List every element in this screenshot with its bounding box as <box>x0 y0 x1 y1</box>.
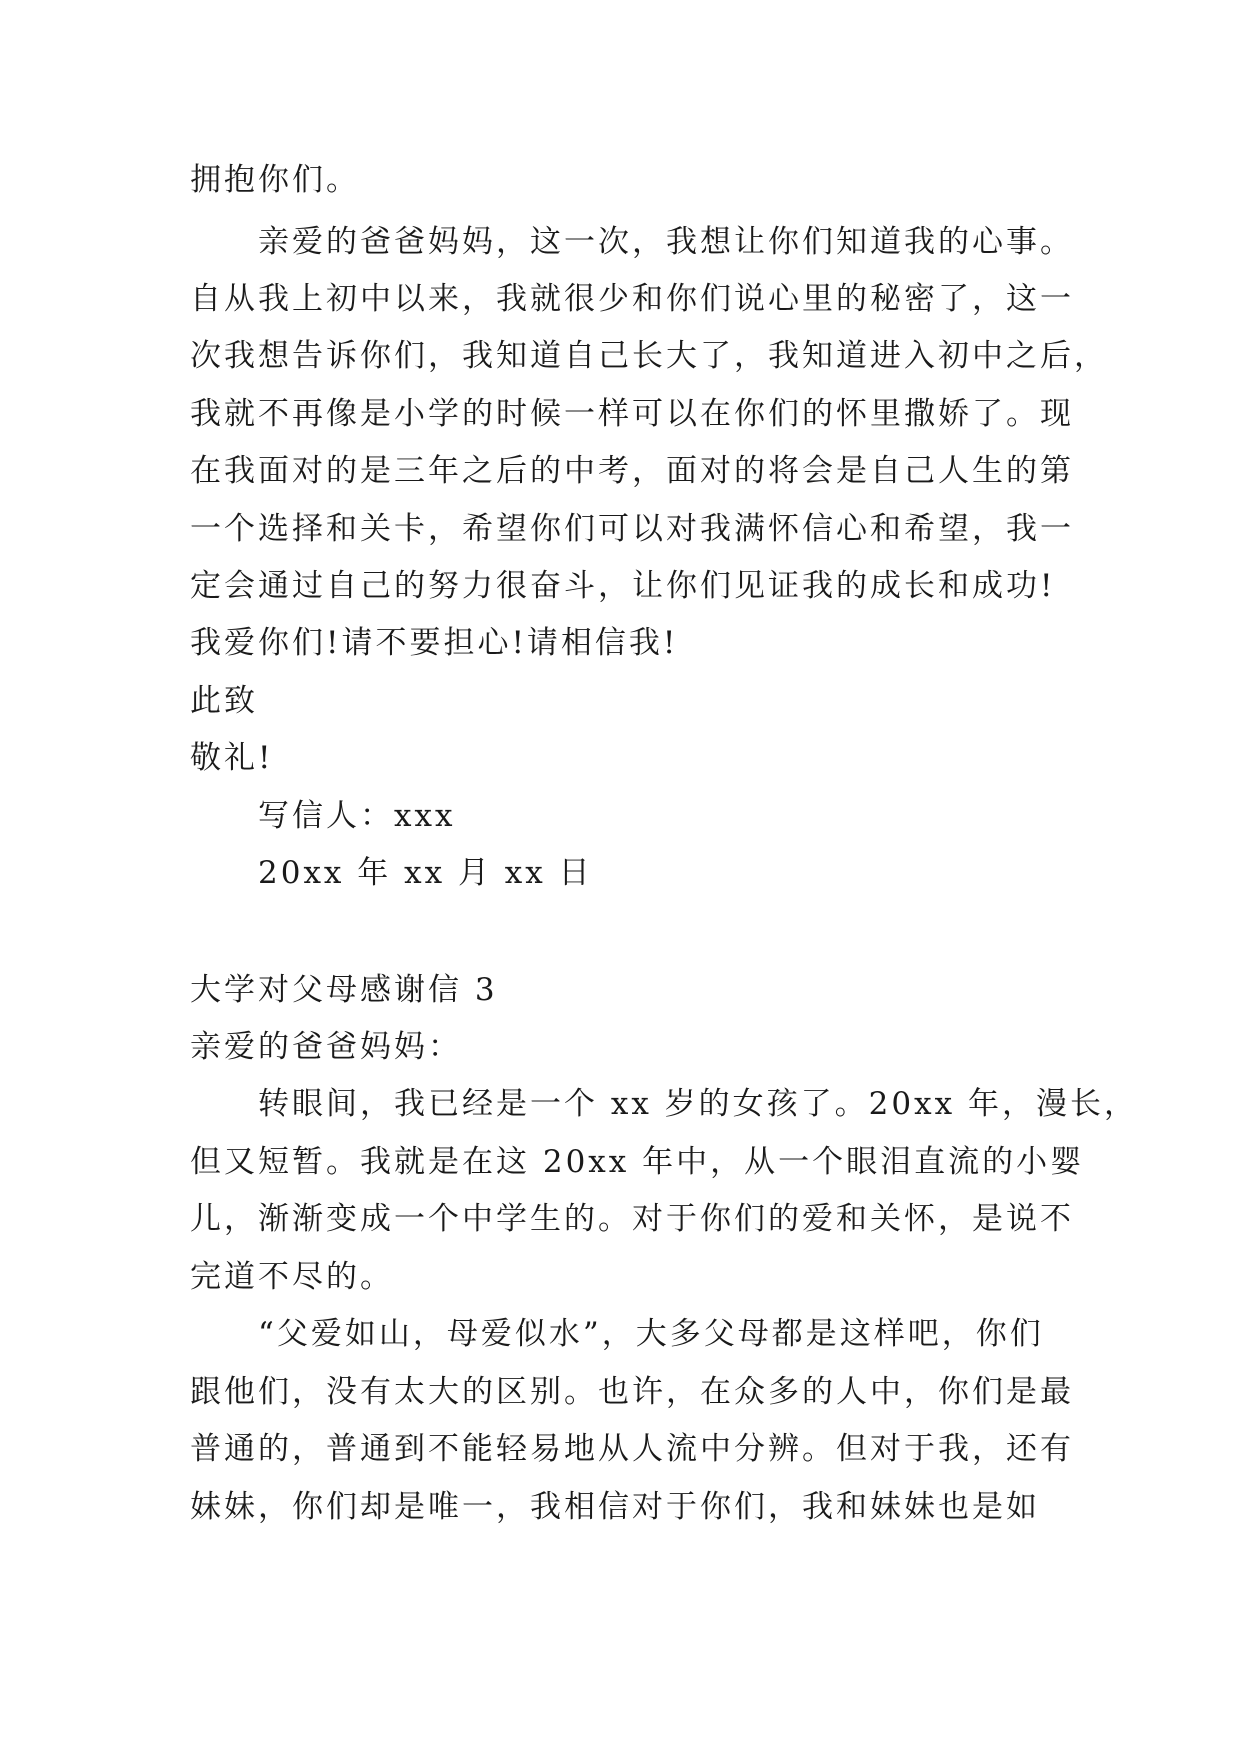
paragraph-line: 自从我上初中以来，我就很少和你们说心里的秘密了，这一 <box>190 281 1074 317</box>
signature-line: 写信人：xxx <box>258 798 456 834</box>
paragraph-line: 跟他们，没有太大的区别。也许，在众多的人中，你们是最 <box>190 1374 1074 1410</box>
paragraph-line: 定会通过自己的努力很奋斗，让你们见证我的成长和成功! <box>190 568 1056 604</box>
paragraph-line: 转眼间，我已经是一个 xx 岁的女孩了。20xx 年，漫长， <box>258 1086 1138 1122</box>
paragraph-line: 拥抱你们。 <box>190 162 360 198</box>
section-title: 大学对父母感谢信 3 <box>190 972 498 1008</box>
paragraph-line: 亲爱的爸爸妈妈，这一次，我想让你们知道我的心事。 <box>258 224 1074 260</box>
paragraph-line: 我就不再像是小学的时候一样可以在你们的怀里撒娇了。现 <box>190 396 1074 432</box>
paragraph-line: 我爱你们!请不要担心!请相信我! <box>190 625 679 661</box>
paragraph-line: 完道不尽的。 <box>190 1259 394 1295</box>
paragraph-line: 次我想告诉你们，我知道自己长大了，我知道进入初中之后， <box>190 338 1108 374</box>
paragraph-line: 一个选择和关卡，希望你们可以对我满怀信心和希望，我一 <box>190 511 1074 547</box>
paragraph-line: 妹妹，你们却是唯一，我相信对于你们，我和妹妹也是如 <box>190 1489 1040 1525</box>
date-line: 20xx 年 xx 月 xx 日 <box>258 855 593 891</box>
closing-line: 敬礼! <box>190 740 274 776</box>
paragraph-line: 普通的，普通到不能轻易地从人流中分辨。但对于我，还有 <box>190 1431 1074 1467</box>
paragraph-line: 儿，渐渐变成一个中学生的。对于你们的爱和关怀，是说不 <box>190 1201 1074 1237</box>
closing-line: 此致 <box>190 683 258 719</box>
paragraph-line: “父爱如山，母爱似水”，大多父母都是这样吧，你们 <box>258 1316 1044 1352</box>
paragraph-line: 在我面对的是三年之后的中考，面对的将会是自己人生的第 <box>190 453 1074 489</box>
salutation-line: 亲爱的爸爸妈妈： <box>190 1029 462 1065</box>
paragraph-line: 但又短暂。我就是在这 20xx 年中，从一个眼泪直流的小婴 <box>190 1144 1085 1180</box>
